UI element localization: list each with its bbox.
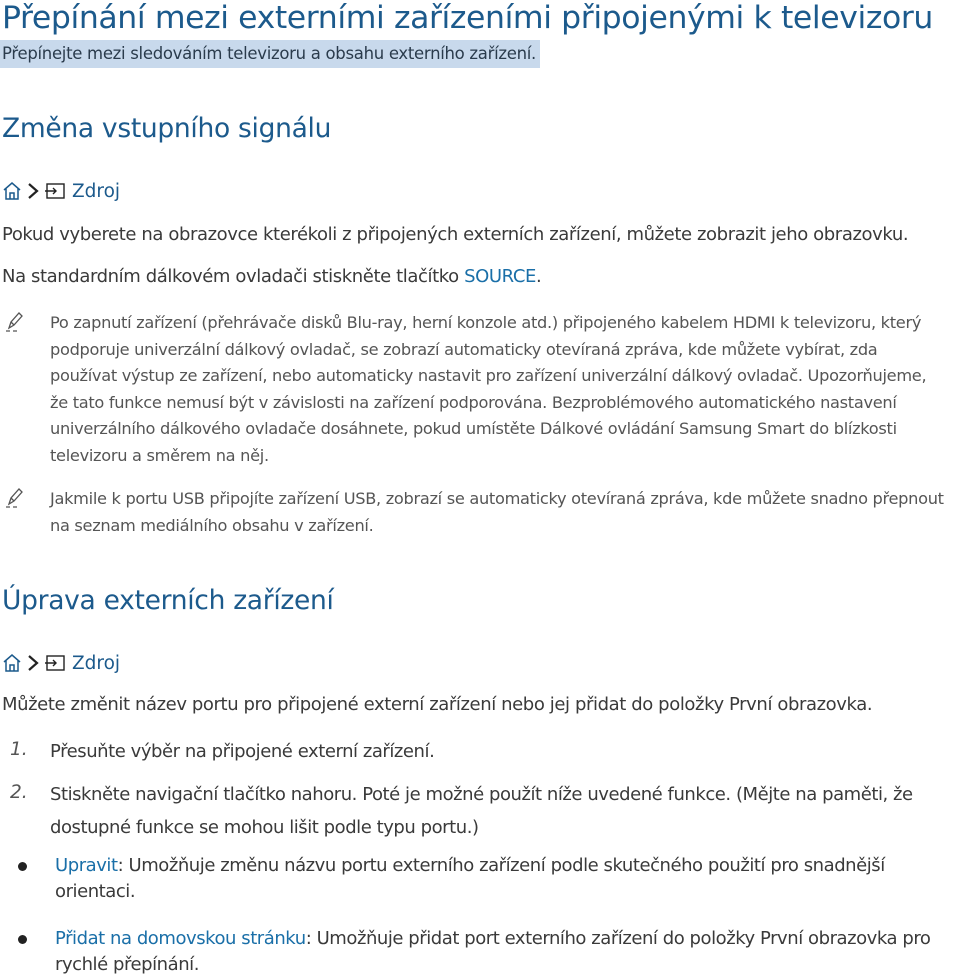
breadcrumb: [2, 178, 120, 204]
bullet-description: : Umožňuje přidat port externího zařízení do položky První obrazovka pro rychlé přepínání.: [55, 928, 931, 975]
bullet-dot: [18, 935, 27, 944]
paragraph-source-prefix: Na standardním dálkovém ovladači stiskněte tlačítko: [2, 266, 465, 287]
bullet-item-add-home: [55, 926, 960, 978]
chevron-right-icon: [25, 180, 41, 202]
note-hdmi-universal-remote: Po zapnutí zařízení (přehrávače disků Blu-ray, herní konzole atd.) připojeného kabelem HDMI k televizoru, který podporuje univerzální dálkový ovladač, se zobrazí automaticky otevíraná zpráva, kde můžete vybírat, zda používat výstup ze zařízení, nebo automaticky nastavit pro zařízení univerzální dálkový ovladač. Upozorňujeme, že tato funkce nemusí být v závislosti na zařízení podporována. Bezproblémového automatického nastavení univerzálního dálkového ovladače dosáhnete, pokud umístěte Dálkové ovládání Samsung Smart do blízkosti televizoru a směrem na něj.: [50, 313, 927, 465]
bullet-dot: [18, 862, 27, 871]
step-number: 1.: [10, 739, 28, 760]
bullet-description: : Umožňuje změnu názvu portu externího zařízení podle skutečného použití pro snadnější orientaci.: [55, 855, 885, 902]
step-text: Přesuňte výběr na připojené externí zařízení.: [50, 741, 435, 762]
source-input-icon[interactable]: [44, 652, 66, 674]
page-title: Přepínání mezi externími zařízeními připojenými k televizoru: [2, 0, 933, 36]
step-number: 2.: [10, 782, 28, 803]
breadcrumb-source-link[interactable]: Zdroj: [72, 180, 121, 202]
breadcrumb-source-link[interactable]: Zdroj: [72, 652, 121, 674]
paragraph-source-button: [2, 266, 541, 287]
paragraph-select-device: Pokud vyberete na obrazovce kterékoli z připojených externích zařízení, můžete zobrazit jeho obrazovku.: [2, 224, 909, 245]
chevron-right-icon: [25, 652, 41, 674]
source-key-label: SOURCE: [464, 266, 536, 287]
bullet-item-edit: [55, 853, 960, 905]
add-to-home-option-link[interactable]: Přidat na domovskou stránku: [55, 928, 306, 949]
section-heading-input-signal: Změna vstupního signálu: [2, 113, 332, 144]
note-usb-device: Jakmile k portu USB připojíte zařízení USB, zobrazí se automaticky otevíraná zpráva, kde můžete snadno přepnout na seznam mediálního obsahu v zařízení.: [50, 489, 944, 535]
edit-option-link[interactable]: Upravit: [55, 855, 118, 876]
source-input-icon[interactable]: [44, 180, 66, 202]
step-text: Stiskněte navigační tlačítko nahoru. Poté je možné použít níže uvedené funkce. (Mějte na paměti, že dostupné funkce se mohou lišit podle typu portu.): [50, 784, 913, 838]
home-icon[interactable]: [2, 180, 22, 202]
pencil-note-icon: [4, 309, 26, 333]
page-subtitle: Přepínejte mezi sledováním televizoru a obsahu externího zařízení.: [0, 40, 540, 68]
pencil-note-icon: [4, 485, 26, 509]
home-icon[interactable]: [2, 652, 22, 674]
paragraph-source-suffix: .: [536, 266, 542, 287]
section-heading-edit-devices: Úprava externích zařízení: [2, 585, 334, 616]
breadcrumb: [2, 650, 120, 676]
paragraph-edit-intro: Můžete změnit název portu pro připojené externí zařízení nebo jej přidat do položky První obrazovka.: [2, 694, 873, 715]
